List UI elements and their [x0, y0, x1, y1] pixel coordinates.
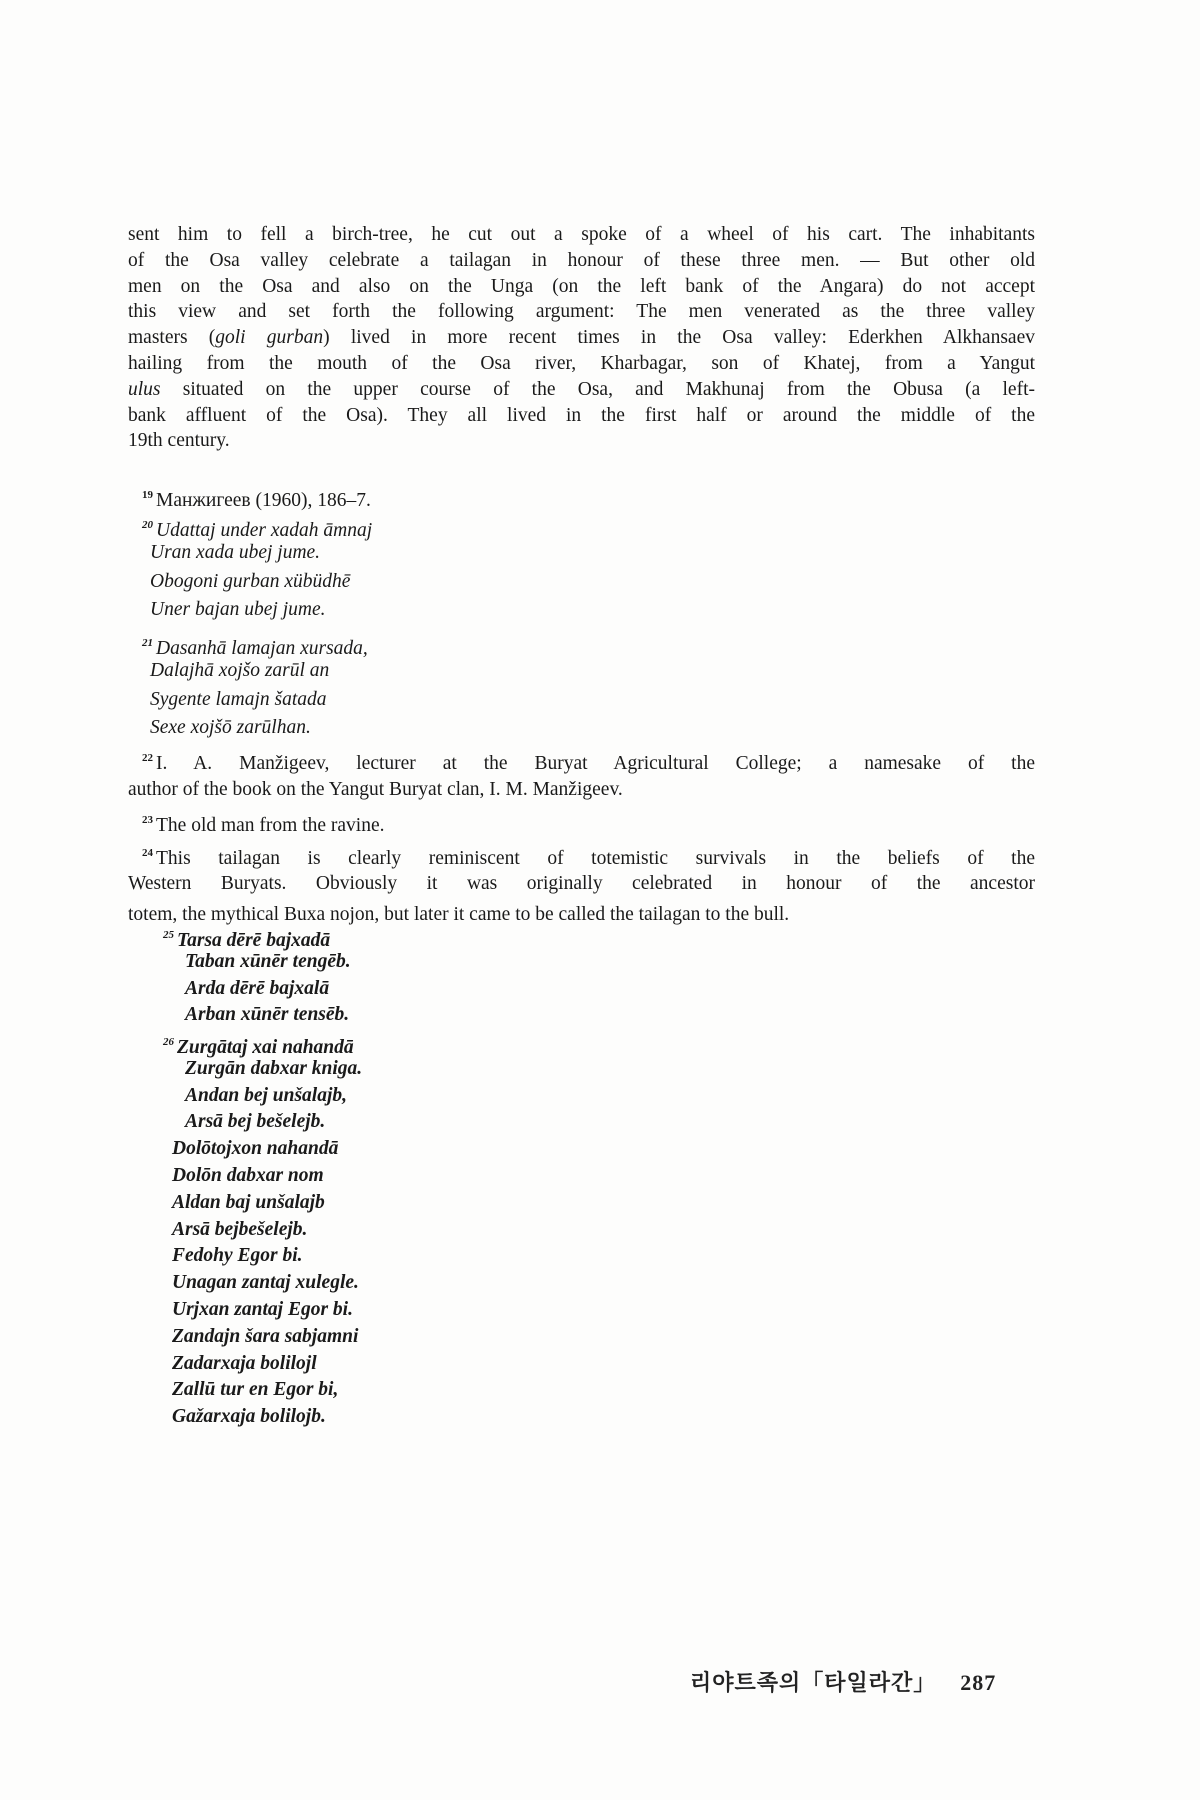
footnote-23-line — [142, 808, 385, 838]
footnote-number: 19 — [142, 489, 153, 501]
footnote-20-line — [150, 541, 320, 565]
footnote-text: Zurgātaj xai nahandā — [177, 1037, 354, 1058]
footnote-21-line — [150, 716, 311, 740]
footnote-number: 23 — [142, 814, 153, 826]
footnote-text: author of the book on the Yangut Buryat clan, I. M. Manžigeev. — [128, 779, 623, 800]
footnote-26-line — [172, 1325, 358, 1349]
footnote-19-line — [142, 483, 371, 513]
footnote-text: Andan bej unšalajb, — [185, 1084, 348, 1106]
footnote-text: Sexe xojšō zarūlhan. — [150, 716, 311, 738]
footnote-26-line — [172, 1218, 307, 1242]
paragraph-line — [128, 249, 1035, 273]
footnote-text: Arsā bej bešelejb. — [185, 1111, 326, 1133]
footnote-text: Gažarxaja bolilojb. — [172, 1406, 326, 1428]
footnote-text: Unagan zantaj xulegle. — [172, 1272, 359, 1294]
footnote-text: Urjxan zantaj Egor bi. — [172, 1299, 353, 1320]
footnote-20-line — [150, 570, 350, 594]
footnote-number: 22 — [142, 752, 153, 764]
footnote-26-line — [185, 1057, 362, 1081]
footnote-25-line — [185, 977, 329, 1001]
footnote-text: Sygente lamajn šatada — [150, 688, 327, 710]
footnote-26-line — [172, 1137, 338, 1161]
running-title: 리야트족의「타일라간」 — [690, 1671, 937, 1696]
footnote-24-line — [128, 872, 1035, 896]
footnote-26-line — [185, 1084, 347, 1108]
footnote-25-line — [163, 923, 330, 953]
footnote-20-line — [150, 598, 325, 622]
italic-term: goli gurban — [215, 327, 324, 349]
footnote-26-line — [172, 1191, 325, 1215]
footnote-number: 26 — [163, 1036, 174, 1048]
footnote-text: Arsā bejbešelejb. — [172, 1218, 308, 1240]
page-footer — [690, 1666, 996, 1697]
footnote-21-line — [150, 688, 327, 712]
paragraph-line — [128, 275, 1035, 299]
paragraph-line — [128, 300, 1035, 324]
footnote-26-line — [172, 1352, 317, 1376]
footnote-26-line — [172, 1405, 326, 1429]
footnote-text: Taban xūnēr tengēb. — [185, 950, 351, 972]
footnote-24-line — [142, 841, 1035, 871]
footnote-text: Dolōtojxon nahandā — [172, 1138, 339, 1160]
footnote-26-line — [172, 1378, 338, 1402]
paragraph-line — [128, 223, 1035, 247]
footnote-text: Western Buryats. Obviously it was originally celebrated in honour of the ancestor — [128, 873, 1035, 894]
paragraph-line — [128, 378, 1035, 402]
footnote-26-line — [172, 1244, 303, 1268]
footnote-text: Obogoni gurban xübüdhē — [150, 570, 351, 592]
footnote-26-line — [163, 1030, 354, 1060]
text-segment: situated on the upper course of the Osa, and Makhunaj from the Obusa (a left- — [160, 378, 1035, 400]
footnote-26-line — [185, 1110, 325, 1134]
footnote-25-line — [185, 1003, 349, 1027]
text-segment: ) lived in more recent times in the Osa valley: Ederkhen Alkhansaev — [323, 327, 1035, 349]
text-segment: of the Osa valley celebrate a tailagan in honour of these three men. — But other old — [128, 249, 1035, 271]
footnote-text: Arban xūnēr tensēb. — [185, 1004, 350, 1026]
footnote-22-line — [128, 778, 623, 802]
text-segment: sent him to fell a birch-tree, he cut out a spoke of a wheel of his cart. The inhabitants — [128, 224, 1035, 245]
footnote-text: Uner bajan ubej jume. — [150, 598, 326, 620]
text-segment: masters ( — [128, 327, 216, 349]
footnote-text: I. A. Manžigeev, lecturer at the Buryat Agricultural College; a namesake of the — [156, 753, 1035, 774]
footnote-text: Fedohy Egor bi. — [172, 1245, 303, 1267]
text-segment: bank affluent of the Osa). They all lived in the first half or around the middle of the — [128, 404, 1035, 426]
footnote-26-line — [172, 1271, 359, 1295]
footnote-number: 21 — [142, 637, 153, 649]
footnote-text: Zurgān dabxar kniga. — [185, 1057, 363, 1079]
footnote-text: Zadarxaja bolilojl — [172, 1352, 317, 1374]
footnote-number: 25 — [163, 929, 174, 941]
footnote-text: The old man from the ravine. — [156, 815, 385, 836]
footnote-text: Uran xada ubej jume. — [150, 542, 321, 564]
footnote-text: This tailagan is clearly reminiscent of totemistic survivals in the beliefs of the — [156, 848, 1035, 869]
footnote-26-line — [172, 1164, 324, 1188]
footnote-number: 24 — [142, 847, 153, 859]
footnote-text: Zallū tur en Egor bi, — [172, 1379, 339, 1401]
footnote-text: Aldan baj unšalajb — [172, 1191, 325, 1213]
text-segment: this view and set forth the following argument: The men venerated as the three valley — [128, 301, 1035, 323]
footnote-number: 20 — [142, 519, 153, 531]
paragraph-line — [128, 326, 1035, 350]
text-segment: hailing from the mouth of the Osa river, Kharbagar, son of Khatej, from a Yangut — [128, 353, 1035, 374]
footnote-20-line — [142, 513, 372, 543]
italic-term: ulus — [128, 378, 161, 400]
footnote-26-line — [172, 1298, 353, 1322]
footnote-text: Udattaj under xadah āmnaj — [156, 520, 373, 541]
footnote-text: totem, the mythical Buxa nojon, but later it came to be called the tailagan to the bull. — [128, 904, 790, 925]
paragraph-line — [128, 404, 1035, 428]
footnote-text: Zandajn šara sabjamni — [172, 1325, 359, 1347]
footnote-text: Dolōn dabxar nom — [172, 1165, 324, 1186]
footnote-text: Dasanhā lamajan xursada, — [156, 638, 368, 659]
footnote-text: Arda dērē bajxalā — [185, 977, 330, 999]
footnote-text: Dalajhā xojšo zarūl an — [150, 660, 330, 682]
page-number: 287 — [960, 1670, 997, 1695]
paragraph-line — [128, 429, 230, 453]
footnote-21-line — [142, 631, 368, 661]
footnote-22-line — [142, 746, 1035, 776]
footnote-text: Манжигеев (1960), 186–7. — [156, 490, 371, 511]
text-segment: 19th century. — [128, 430, 230, 452]
footnote-text: Tarsa dērē bajxadā — [177, 930, 331, 951]
footnote-21-line — [150, 659, 329, 683]
text-segment: men on the Osa and also on the Unga (on the left bank of the Angara) do not accept — [128, 275, 1035, 297]
footnote-25-line — [185, 950, 351, 974]
paragraph-line — [128, 352, 1035, 376]
